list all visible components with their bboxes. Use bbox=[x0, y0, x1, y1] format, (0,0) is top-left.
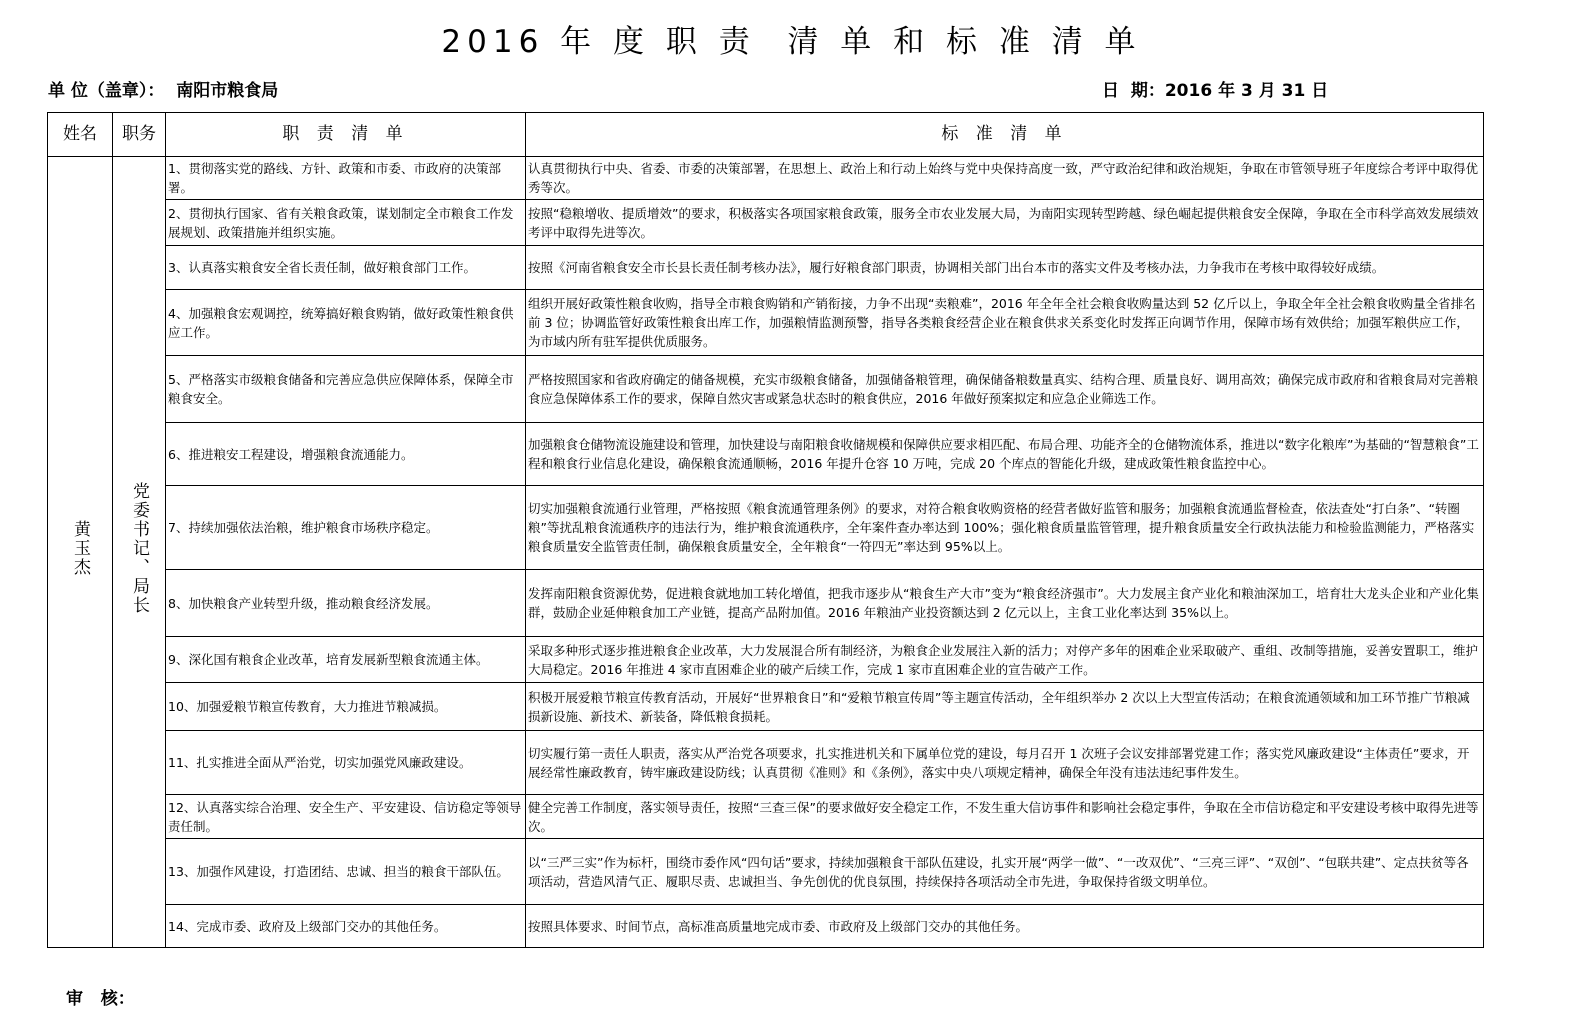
unit-value: 南阳市粮食局 bbox=[176, 81, 279, 101]
standard-cell: 积极开展爱粮节粮宣传教育活动，开展好“世界粮食日”和“爱粮节粮宣传周”等主题宣传活动，全年组织举办 2 次以上大型宣传活动；在粮食流通领域和加工环节推广节粮减损新设施、新技术、新装备，降低粮食损耗。 bbox=[526, 683, 1484, 731]
duty-cell: 1、贯彻落实党的路线、方针、政策和市委、市政府的决策部署。 bbox=[166, 157, 526, 200]
table-row bbox=[48, 486, 1484, 570]
person-position: 党委书记、局长 bbox=[129, 482, 149, 615]
person-name: 黄玉杰 bbox=[70, 520, 90, 577]
table-row bbox=[48, 905, 1484, 948]
header-position: 职务 bbox=[113, 113, 166, 157]
table-row bbox=[48, 731, 1484, 795]
duty-standard-table bbox=[47, 112, 1484, 948]
standard-cell: 认真贯彻执行中央、省委、市委的决策部署，在思想上、政治上和行动上始终与党中央保持高度一致，严守政治纪律和政治规矩，争取在市管领导班子年度综合考评中取得优秀等次。 bbox=[526, 157, 1484, 200]
date-label: 日 期： bbox=[1102, 81, 1165, 101]
table-row bbox=[48, 246, 1484, 290]
date-value: 2016 年 3 月 31 日 bbox=[1164, 81, 1329, 101]
table-row bbox=[48, 795, 1484, 839]
duty-cell: 8、加快粮食产业转型升级，推动粮食经济发展。 bbox=[166, 570, 526, 637]
duty-cell: 6、推进粮安工程建设，增强粮食流通能力。 bbox=[166, 423, 526, 486]
date-line bbox=[1102, 76, 1328, 101]
duty-cell: 2、贯彻执行国家、省有关粮食政策，谋划制定全市粮食工作发展规划、政策措施并组织实施。 bbox=[166, 200, 526, 246]
table-row bbox=[48, 290, 1484, 356]
unit-label: 单 位（盖章）： bbox=[48, 81, 165, 101]
header-standards: 标 准 清 单 bbox=[526, 113, 1484, 157]
duty-cell: 11、扎实推进全面从严治党，切实加强党风廉政建设。 bbox=[166, 731, 526, 795]
table-header-row bbox=[48, 113, 1484, 157]
duty-cell: 5、严格落实市级粮食储备和完善应急供应保障体系，保障全市粮食安全。 bbox=[166, 356, 526, 423]
table-row bbox=[48, 200, 1484, 246]
standard-cell: 组织开展好政策性粮食收购，指导全市粮食购销和产销衔接，力争不出现“卖粮难”，2016 年全年全社会粮食收购量达到 52 亿斤以上，争取全年全社会粮食收购量全省排名前 3 位；协调监管好政策性粮食出库工作，加强粮情监测预警，指导各类粮食经营企业在粮食供求关系变化时发挥正向调节作用，保障市场有效供给；加强军粮供应工作，为市域内所有驻军提供优质服务。 bbox=[526, 290, 1484, 356]
person-position-cell bbox=[113, 157, 166, 948]
standard-cell: 按照具体要求、时间节点，高标准高质量地完成市委、市政府及上级部门交办的其他任务。 bbox=[526, 905, 1484, 948]
standard-cell: 切实加强粮食流通行业管理，严格按照《粮食流通管理条例》的要求，对符合粮食收购资格的经营者做好监管和服务；加强粮食流通监督检查，依法查处“打白条”、“转圈粮”等扰乱粮食流通秩序的违法行为，维护粮食流通秩序，全年案件查办率达到 100%；强化粮食质量监管管理，提升粮食质量安全行政执法能力和检验监测能力，严格落实粮食质量安全监管责任制，确保粮食质量安全，全年粮食“一符四无”率达到 95%以上。 bbox=[526, 486, 1484, 570]
duty-cell: 13、加强作风建设，打造团结、忠诚、担当的粮食干部队伍。 bbox=[166, 839, 526, 905]
table-row bbox=[48, 637, 1484, 683]
duty-cell: 7、持续加强依法治粮，维护粮食市场秩序稳定。 bbox=[166, 486, 526, 570]
table-row bbox=[48, 423, 1484, 486]
standard-cell: 健全完善工作制度，落实领导责任，按照“三查三保”的要求做好安全稳定工作，不发生重大信访事件和影响社会稳定事件，争取在全市信访稳定和平安建设考核中取得先进等次。 bbox=[526, 795, 1484, 839]
table-row bbox=[48, 839, 1484, 905]
page-title: 2016 年 度 职 责 清 单 和 标 准 清 单 bbox=[441, 24, 1142, 60]
unit-line bbox=[48, 76, 278, 101]
duty-cell: 12、认真落实综合治理、安全生产、平安建设、信访稳定等领导责任制。 bbox=[166, 795, 526, 839]
person-name-cell bbox=[48, 157, 113, 948]
table-row bbox=[48, 157, 1484, 200]
standard-cell: 按照《河南省粮食安全市长县长责任制考核办法》，履行好粮食部门职责，协调相关部门出台本市的落实文件及考核办法，力争我市在考核中取得较好成绩。 bbox=[526, 246, 1484, 290]
duty-cell: 10、加强爱粮节粮宣传教育，大力推进节粮减损。 bbox=[166, 683, 526, 731]
standard-cell: 采取多种形式逐步推进粮食企业改革，大力发展混合所有制经济，为粮食企业发展注入新的活力；对停产多年的困难企业采取破产、重组、改制等措施，妥善安置职工，维护大局稳定。2016 年推进 4 家市直困难企业的破产后续工作，完成 1 家市直困难企业的宣告破产工作。 bbox=[526, 637, 1484, 683]
table-row bbox=[48, 683, 1484, 731]
duty-cell: 14、完成市委、政府及上级部门交办的其他任务。 bbox=[166, 905, 526, 948]
standard-cell: 以“三严三实”作为标杆，围绕市委作风“四句话”要求，持续加强粮食干部队伍建设，扎实开展“两学一做”、“一改双优”、“三亮三评”、“双创”、“包联共建”、定点扶贫等各项活动，营造风清气正、履职尽责、忠诚担当、争先创优的优良氛围，持续保持各项活动全市先进，争取保持省级文明单位。 bbox=[526, 839, 1484, 905]
header-name: 姓名 bbox=[48, 113, 113, 157]
review-label: 审 核： bbox=[66, 989, 135, 1009]
standard-cell: 按照“稳粮增收、提质增效”的要求，积极落实各项国家粮食政策，服务全市农业发展大局，为南阳实现转型跨越、绿色崛起提供粮食安全保障，争取在全市科学高效发展绩效考评中取得先进等次。 bbox=[526, 200, 1484, 246]
standard-cell: 加强粮食仓储物流设施建设和管理，加快建设与南阳粮食收储规模和保障供应要求相匹配、布局合理、功能齐全的仓储物流体系，推进以“数字化粮库”为基础的“智慧粮食”工程和粮食行业信息化建设，确保粮食流通顺畅，2016 年提升仓容 10 万吨，完成 20 个库点的智能化升级，建成政策性粮食监控中心。 bbox=[526, 423, 1484, 486]
table-row bbox=[48, 570, 1484, 637]
duty-cell: 9、深化国有粮食企业改革，培育发展新型粮食流通主体。 bbox=[166, 637, 526, 683]
table-row bbox=[48, 356, 1484, 423]
standard-cell: 切实履行第一责任人职责，落实从严治党各项要求，扎实推进机关和下属单位党的建设，每月召开 1 次班子会议安排部署党建工作；落实党风廉政建设“主体责任”要求，开展经常性廉政教育，铸牢廉政建设防线；认真贯彻《准则》和《条例》，落实中央八项规定精神，确保全年没有违法违纪事件发生。 bbox=[526, 731, 1484, 795]
duty-cell: 3、认真落实粮食安全省长责任制，做好粮食部门工作。 bbox=[166, 246, 526, 290]
standard-cell: 严格按照国家和省政府确定的储备规模，充实市级粮食储备，加强储备粮管理，确保储备粮数量真实、结构合理、质量良好、调用高效；确保完成市政府和省粮食局对完善粮食应急保障体系工作的要求，保障自然灾害或紧急状态时的粮食供应，2016 年做好预案拟定和应急企业筛选工作。 bbox=[526, 356, 1484, 423]
header-duties: 职 责 清 单 bbox=[166, 113, 526, 157]
standard-cell: 发挥南阳粮食资源优势，促进粮食就地加工转化增值，把我市逐步从“粮食生产大市”变为“粮食经济强市”。大力发展主食产业化和粮油深加工，培育壮大龙头企业和产业化集群，鼓励企业延伸粮食加工产业链，提高产品附加值。2016 年粮油产业投资额达到 2 亿元以上，主食工业化率达到 35%以上。 bbox=[526, 570, 1484, 637]
duty-cell: 4、加强粮食宏观调控，统筹搞好粮食购销，做好政策性粮食供应工作。 bbox=[166, 290, 526, 356]
